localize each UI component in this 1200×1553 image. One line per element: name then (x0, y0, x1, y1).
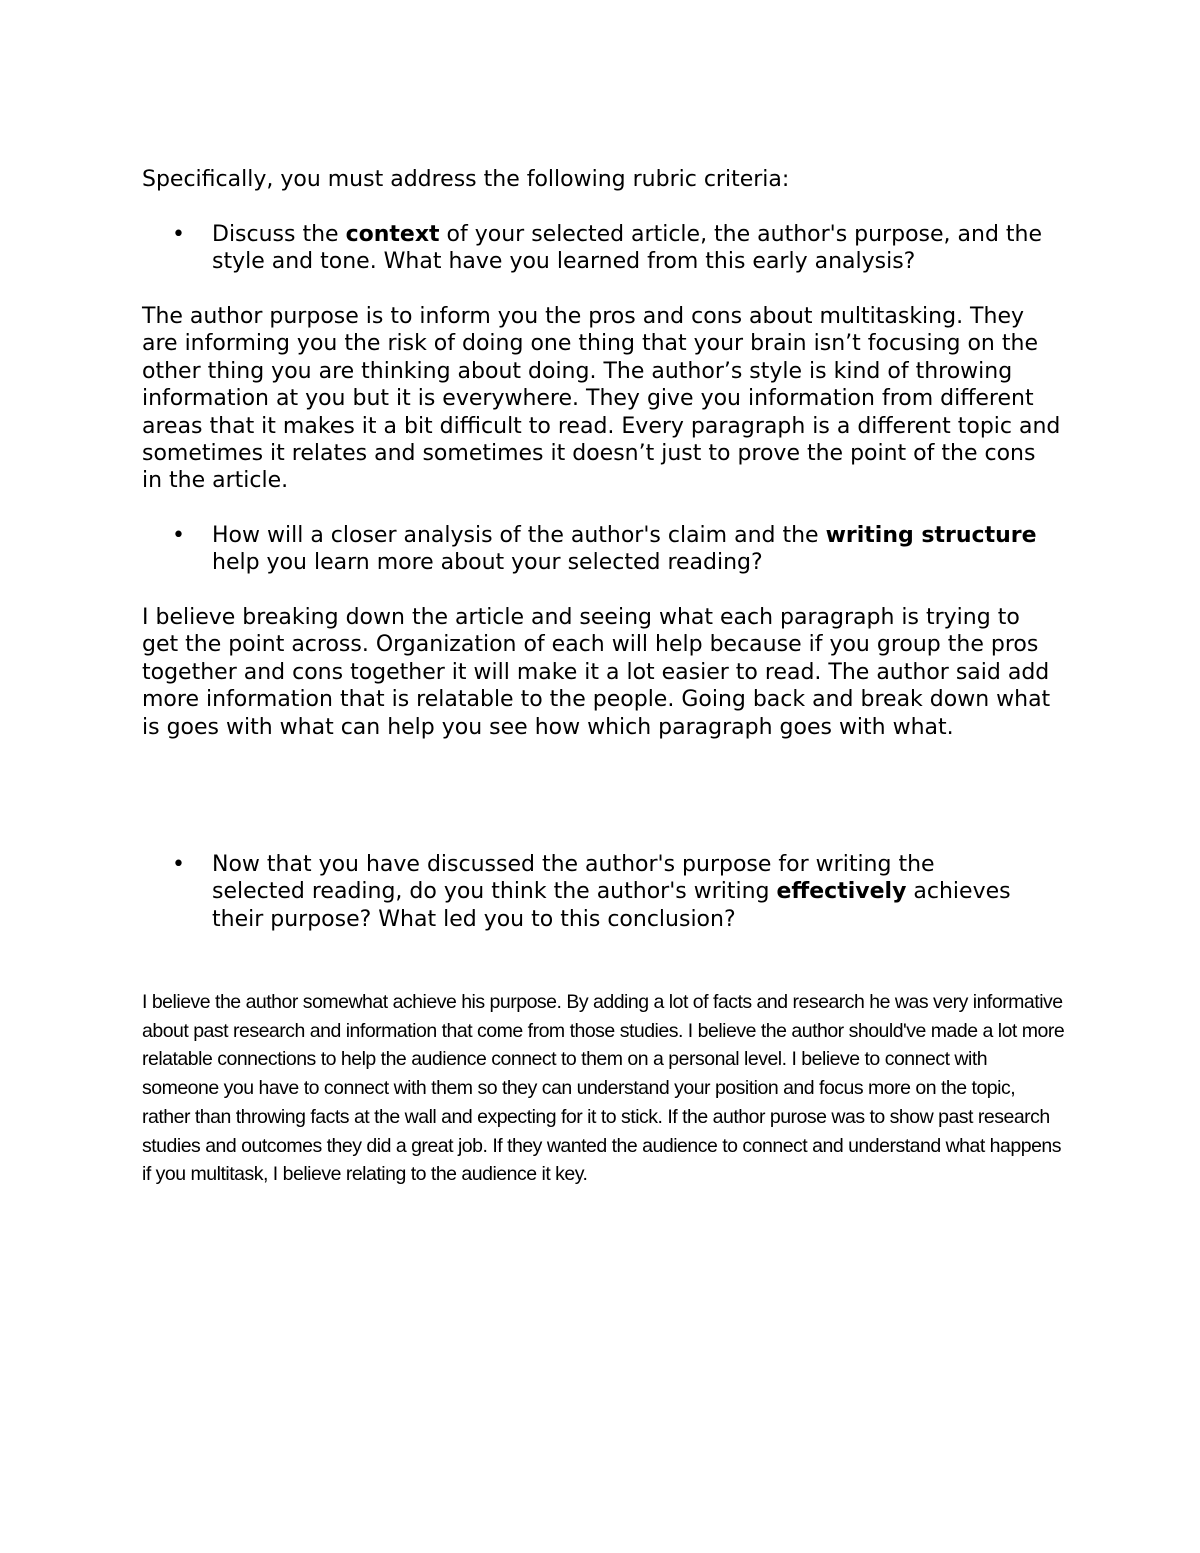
question-3-post: achieves their purpose? What led you to this conclusion? (212, 879, 1011, 932)
question-1-pre: Discuss the (212, 222, 346, 247)
question-1 (142, 221, 1062, 276)
question-1-text (212, 221, 1062, 276)
question-3-pre: Now that you have discussed the author's purpose for writing the selected reading, do you think the author's writing (212, 852, 935, 905)
answer-3: I believe the author somewhat achieve his purpose. By adding a lot of facts and research he was very informative about past research and information that come from those studies. I believe the author should've made a lot more relatable connections to help the audience connect to them on a personal level. I believe to connect with someone you have to connect with them so they can understand your position and focus more on the topic, rather than throwing facts at the wall and expecting for it to stick. If the author purose was to show past research studies and outcomes they did a great job. If they wanted the audience to connect and understand what happens if you multitask, I believe relating to the audience it key. (142, 991, 1065, 1186)
bullet-point: • (172, 222, 185, 247)
answer-1: The author purpose is to inform you the pros and cons about multitasking. They are informing you the risk of doing one thing that your brain isn’t focusing on the other thing you are thinking about doing. The author’s style is kind of throwing information at you but it is everywhere. They give you information from different areas that it makes it a bit difficult to read. Every paragraph is a different topic and sometimes it relates and sometimes it doesn’t just to prove the point of the cons in the article. (142, 304, 1061, 494)
question-2 (142, 522, 1062, 577)
bullet-point: • (172, 523, 185, 548)
question-3-text (212, 851, 1012, 933)
question-3-bold: effectively (776, 879, 907, 905)
question-2-bold: writing structure (825, 523, 1037, 548)
question-2-pre: How will a closer analysis of the author's claim and the (212, 523, 826, 548)
question-1-post: of your selected article, the author's purpose, and the style and tone. What have you learned from this early analysis? (212, 222, 1043, 275)
answer-2: I believe breaking down the article and seeing what each paragraph is trying to get the point across. Organization of each will help because if you group the pros together and cons together it will make it a lot easier to read. The author said add more information that is relatable to the people. Going back and break down what is goes with what can help you see how which paragraph goes with what. (142, 605, 1051, 740)
question-2-post: help you learn more about your selected reading? (212, 550, 763, 576)
intro-text: Specifically, you must address the following rubric criteria: (142, 167, 790, 192)
question-1-bold: context (345, 222, 440, 247)
bullet-point: • (172, 852, 185, 877)
question-2-text (212, 522, 1062, 577)
question-3 (142, 851, 1062, 933)
